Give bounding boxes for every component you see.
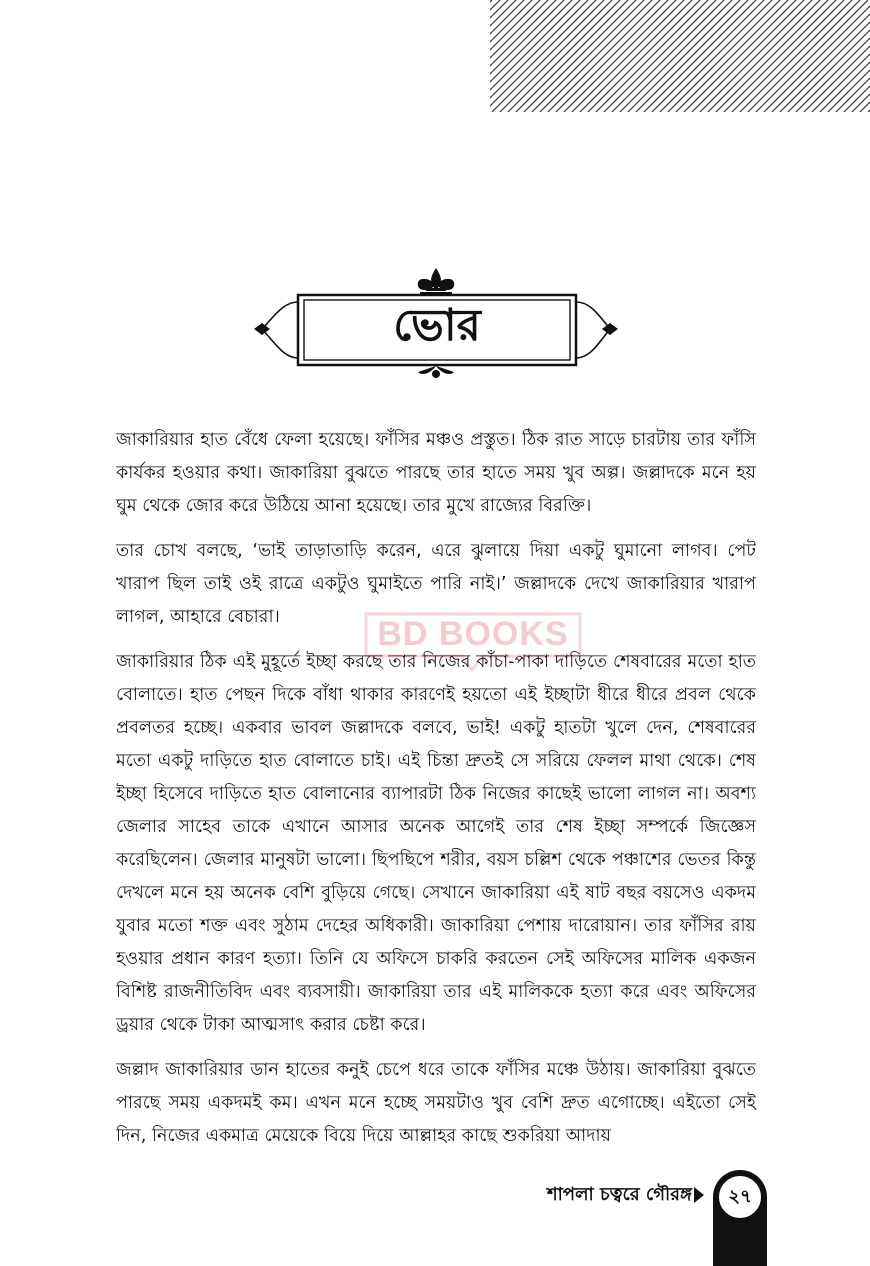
corner-hatch-decoration (490, 0, 870, 112)
chapter-body (116, 424, 756, 1165)
fleur-top-icon (418, 268, 455, 294)
chapter-title: ভোর (393, 299, 481, 351)
paragraph: জাকারিয়ার ঠিক এই মুহূর্তে ইচ্ছা করছে তার নিজের কাঁচা-পাকা দাড়িতে শেষবারের মতো হাত বোলাতে। হাত পেছন দিকে বাঁধা থাকার কারণেই হয়তো এই ইচ্ছাটা ধীরে ধীরে প্রবল থেকে প্রবলতর হচ্ছে। একবার ভাবল জল্লাদকে বলবে, ভাই! একটু হাতটা খুলে দেন, শেষবারের মতো একটু দাড়িতে হাত বোলাতে চাই। এই চিন্তা দ্রুতই সে সরিয়ে ফেলল মাথা থেকে। শেষ ইচ্ছা হিসেবে দাড়িতে হাত বোলানোর ব্যাপারটা ঠিক নিজের কাছেই ভালো লাগল না। অবশ্য জেলার সাহেব তাকে এখানে আসার অনেক আগেই তার শেষ ইচ্ছা সম্পর্কে জিজ্ঞেস করেছিলেন। জেলার মানুষটা ভালো। ছিপছিপে শরীর, বয়স চল্লিশ থেকে পঞ্চাশের ভেতর কিন্তু দেখলে মনে হয় অনেক বেশি বুড়িয়ে গেছে। সেখানে জাকারিয়া এই ষাট বছর বয়সেও একদম যুবার মতো শক্ত এবং সুঠাম দেহের অধিকারী। জাকারিয়া পেশায় দারোয়ান। তার ফাঁসির রায় হওয়ার প্রধান কারণ হত্যা। তিনি যে অফিসে চাকরি করতেন সেই অফিসের মালিক একজন বিশিষ্ট রাজনীতিবিদ এবং ব্যবসায়ী। জাকারিয়া তার এই মালিককে হত্যা করে এবং অফিসের ড্রয়ার থেকে টাকা আত্মসাৎ করার চেষ্টা করে। (116, 652, 756, 1035)
paragraph: জল্লাদ জাকারিয়ার ডান হাতের কনুই চেপে ধরে তাকে ফাঁসির মঞ্চে উঠায়। জাকারিয়া বুঝতে পারছে সময় একদমই কম। এখন মনে হচ্ছে সময়টাও খুব বেশি দ্রুত এগোচ্ছে। এইতো সেই দিন, নিজের একমাত্র মেয়েকে বিয়ে দিয়ে আল্লাহর কাছে শুকরিয়া আদায় (116, 1060, 756, 1146)
footer-book-title: শাপলা চত্বরে গৌরঙ্গ (547, 1183, 692, 1205)
watermark-text: BD BOOKS (377, 614, 569, 653)
paragraph: জাকারিয়ার হাত বেঁধে ফেলা হয়েছে। ফাঁসির মঞ্চও প্রস্তুত। ঠিক রাত সাড়ে চারটায় তার ফাঁসি কার্যকর হওয়ার কথা। জাকারিয়া বুঝতে পারছে তার হাতে সময় খুব অল্প। জল্লাদকে মনে হয় ঘুম থেকে জোর করে উঠিয়ে আনা হয়েছে। তার মুখে রাজ্যের বিরক্তি। (116, 430, 756, 516)
paragraph: তার চোখ বলছে, ‘ভাই তাড়াতাড়ি করেন, এরে ঝুলায়ে দিয়া একটু ঘুমানো লাগব। পেট খারাপ ছিল তাই ওই রাত্রে একটুও ঘুমাইতে পারি নাই।’ জল্লাদকে দেখে জাকারিয়ার খারাপ লাগল, আহারে বেচারা। (116, 541, 756, 627)
triangle-right-icon (693, 1186, 705, 1204)
fleur-bottom-icon (418, 366, 454, 378)
page-number: ২৭ (717, 1174, 763, 1220)
